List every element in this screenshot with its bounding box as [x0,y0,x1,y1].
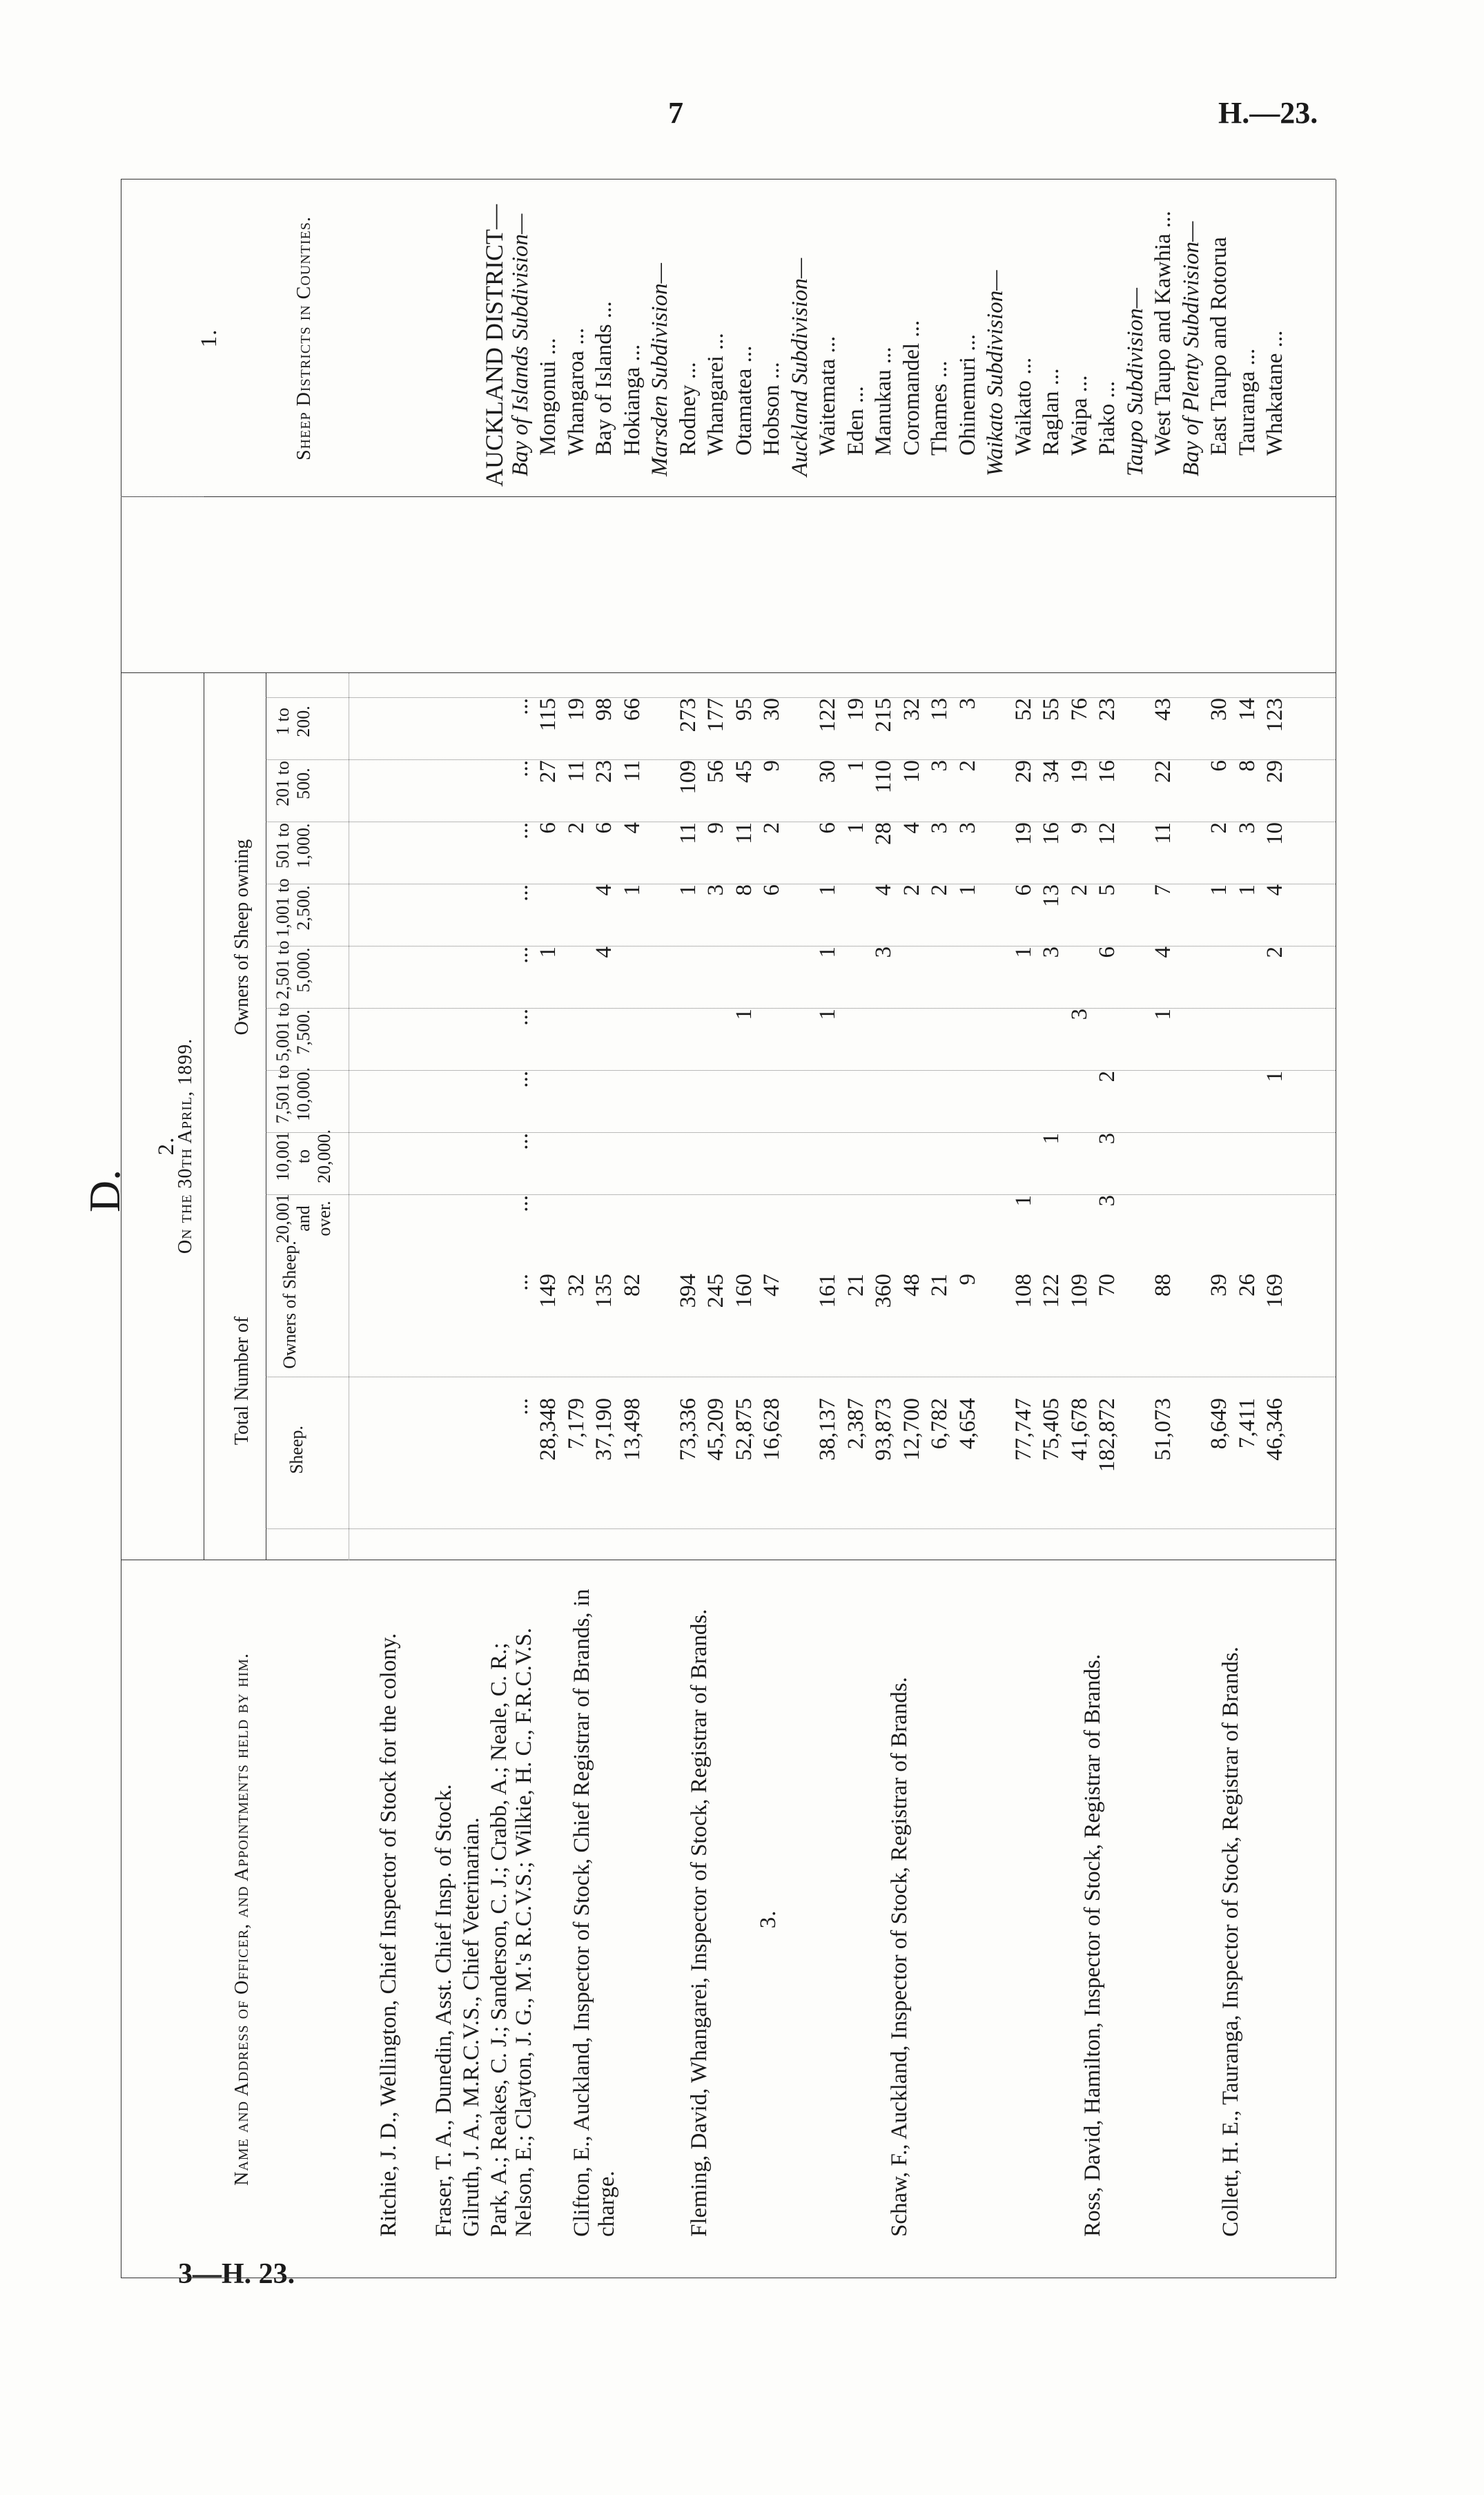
table-cell: 3 [1095,1195,1120,1207]
table-cell: 41,678 [1066,1398,1092,1461]
row-label: Piako ... [1095,380,1120,456]
table-cell: ... [507,1195,533,1212]
table-cell: 394 [675,1274,701,1308]
table-cell: 3 [871,946,896,958]
table-cell: 8 [731,884,756,896]
officer-entry: Collett, H. E., Tauranga, Inspector of Stock, Registrar of Brands. [1218,1647,1243,2237]
table-cell: 43 [1151,698,1175,721]
table-cell: 3 [703,884,728,896]
table-cell: 110 [871,760,896,794]
rotated-table [80,179,1336,2278]
table-cell: 32 [563,1274,589,1297]
row-label: Bay of Islands Subdivision— [507,213,533,476]
table-cell: 23 [1095,698,1120,721]
table-cell: 6,782 [927,1398,952,1450]
table-cell: 1 [1207,884,1231,896]
table-cell: 3 [1234,822,1260,834]
table-cell: 2 [1207,822,1231,834]
row-label: Hokianga ... [619,344,645,456]
row-label: Eden ... [843,386,868,456]
page-number: 7 [668,96,683,130]
table-cell: ... [507,760,533,777]
table-cell: 95 [731,698,756,721]
table-cell: 11 [563,760,589,782]
table-cell: 52,875 [731,1398,756,1461]
table-cell: 13 [927,698,952,721]
row-label: Marsden Subdivision— [647,263,672,476]
table-cell: 27 [536,760,560,783]
table-cell: 3 [1095,1133,1120,1145]
table-cell: 8 [1234,760,1260,772]
officer-entry: Gilruth, J. A., M.R.C.V.S., Chief Veterinarian. [459,1817,484,2237]
table-cell: 82 [619,1274,645,1297]
row-label: Auckland Subdivision— [787,258,812,476]
table-cell: 1 [843,760,868,772]
table-cell: 30 [1207,698,1231,721]
table-cell: 13,498 [619,1398,645,1461]
row-label: Rodney ... [675,362,701,456]
table-cell: 16 [1039,822,1064,845]
table-cell: 56 [703,760,728,783]
table-cell: 1 [1039,1133,1064,1145]
table-cell: 73,336 [675,1398,701,1461]
table-cell: 1 [731,1009,756,1020]
table-cell: 123 [1262,698,1287,732]
table-cell: 122 [815,698,840,732]
table-cell: 98 [592,698,616,721]
table-cell: 14 [1234,698,1260,721]
table-cell: 245 [703,1274,728,1308]
table-cell: 19 [1066,760,1092,783]
table-cell: 11 [731,822,756,844]
table-cell: 47 [759,1274,784,1297]
row-label: Raglan ... [1039,368,1064,456]
table-cell: 16,628 [759,1398,784,1461]
table-cell: 6 [536,822,560,834]
table-cell: 273 [675,698,701,732]
table-cell: ... [507,1398,533,1415]
table-cell: 2 [927,884,952,896]
table-cell: 12 [1095,822,1120,845]
table-cell: 93,873 [871,1398,896,1461]
table-cell: 9 [703,822,728,834]
table-cell: 4 [619,822,645,834]
table-cell: 3 [955,698,980,710]
officer-entry: Fleming, David, Whangarei, Inspector of Stock, Registrar of Brands. [687,1609,712,2237]
col1-title: Sheep Districts in Counties. [293,216,315,460]
table-cell: 115 [536,698,560,732]
col2-number: 2. [154,1136,179,1156]
owners-header: Owners of Sheep. [280,1241,300,1369]
table-cell: 3 [955,822,980,834]
row-label: Waipa ... [1066,375,1092,456]
row-label: East Taupo and Rotorua [1207,237,1231,456]
table-cell: 52 [1011,698,1036,721]
officer-entry: Fraser, T. A., Dunedin, Asst. Chief Insp. of Stock. [431,1784,456,2237]
table-cell: 29 [1262,760,1287,783]
table-cell: 122 [1039,1274,1064,1308]
table-cell: 77,747 [1011,1398,1036,1461]
size-header-8: 10,001 to 20,000. [273,1129,334,1183]
table-cell: 6 [815,822,840,834]
table-cell: 6 [1095,946,1120,958]
table-cell: 6 [592,822,616,834]
table-cell: 22 [1151,760,1175,783]
col3-title: Name and Address of Officer, and Appointments held by him. [231,1653,253,2186]
table-cell: 48 [899,1274,924,1297]
table-cell: 1 [1234,884,1260,896]
sheet-identifier: 3—H. 23. [178,2258,295,2290]
table-cell: 1 [1151,1009,1175,1020]
officer-entry: Ritchie, J. D., Wellington, Chief Inspector of Stock for the colony. [376,1633,401,2237]
size-header-7: 7,501 to 10,000. [273,1065,313,1124]
row-label: West Taupo and Kawhia ... [1151,211,1175,456]
owners-group-header: Owners of Sheep owning [231,839,253,1036]
table-cell: 19 [563,698,589,721]
row-label: Mongonui ... [536,338,560,456]
table-cell: 4 [592,946,616,958]
table-cell: 1 [536,946,560,958]
table-cell: 2 [563,822,589,834]
table-cell: 12,700 [899,1398,924,1461]
table-cell: 21 [927,1274,952,1297]
table-cell: ... [507,884,533,902]
row-label: Thames ... [927,360,952,456]
table-cell: 177 [703,698,728,732]
table-cell: 28 [871,822,896,845]
table-cell: 45 [731,760,756,783]
table-cell: 11 [619,760,645,782]
table-cell: 88 [1151,1274,1175,1297]
table-cell: 8,649 [1207,1398,1231,1450]
table-cell: 2 [1262,946,1287,958]
table-cell: 10 [1262,822,1287,845]
table-cell: 46,346 [1262,1398,1287,1461]
table-cell: 11 [675,822,701,844]
table-cell: 34 [1039,760,1064,783]
table-cell: 6 [1011,884,1036,896]
table-cell: 51,073 [1151,1398,1175,1461]
table-cell: 10 [899,760,924,783]
table-cell: 2 [1095,1071,1120,1083]
table-cell: ... [507,1009,533,1026]
table-cell: 169 [1262,1274,1287,1308]
table-cell: 4,654 [955,1398,980,1450]
table-cell: 29 [1011,760,1036,783]
table-cell: 7 [1151,884,1175,896]
col3-number: 3. [756,1910,781,1929]
table-cell: 1 [1262,1071,1287,1083]
table-cell: 109 [1066,1274,1092,1308]
table-cell: 4 [592,884,616,896]
table-cell: 1 [815,1009,840,1020]
table-cell: 149 [536,1274,560,1308]
row-label: Waikato Subdivision— [983,270,1008,476]
document-reference: H.—23. [1218,96,1318,130]
table-cell: ... [507,1071,533,1088]
table-cell: 7,411 [1234,1398,1260,1449]
table-cell: 108 [1011,1274,1036,1308]
size-header-5: 2,501 to 5,000. [273,940,313,1000]
table-cell: 30 [815,760,840,783]
table-cell: 11 [1151,822,1175,844]
table-cell: 75,405 [1039,1398,1064,1461]
row-label: Bay of Islands ... [592,301,616,456]
table-cell: 21 [843,1274,868,1297]
table-cell: 3 [1039,946,1064,958]
table-cell: 3 [927,760,952,772]
table-cell: 4 [871,884,896,896]
table-cell: 3 [927,822,952,834]
table-cell: 2 [899,884,924,896]
row-label: Hobson ... [759,362,784,456]
table-cell: 9 [759,760,784,772]
table-cell: 66 [619,698,645,721]
size-header-3: 501 to 1,000. [273,823,313,868]
officer-entry: Ross, David, Hamilton, Inspector of Stock, Registrar of Brands. [1080,1653,1105,2237]
table-cell: 6 [759,884,784,896]
table-cell: 16 [1095,760,1120,783]
table-cell: 13 [1039,884,1064,907]
table-cell: 9 [1066,822,1092,834]
table-cell: 2 [1066,884,1092,896]
table-cell: 30 [759,698,784,721]
row-label: Bay of Plenty Subdivision— [1178,221,1204,476]
table-cell: 2,387 [843,1398,868,1450]
table-cell: 182,872 [1095,1398,1120,1473]
size-header-9: 20,001 and over. [273,1194,334,1243]
officer-entry: Park, A.; Reakes, C. J.; Sanderson, C. J.; Crabb, A.; Neale, C. R.; Nelson, E.; Clayton, J. G., M.'s R.C.V.S.; Wilkie, H. C., F.R.C.V.S. [487,1627,536,2237]
table-cell: ... [507,1133,533,1150]
table-cell: 3 [1066,1009,1092,1020]
table-cell: 109 [675,760,701,795]
table-cell: 55 [1039,698,1064,721]
table-cell: 70 [1095,1274,1120,1297]
table-cell: 2 [759,822,784,834]
sheep-header: Sheep. [286,1425,306,1475]
row-label: Whakatane ... [1262,330,1287,456]
table-cell: 28,348 [536,1398,560,1461]
size-header-2: 201 to 500. [273,761,313,806]
col1-number: 1. [197,329,222,348]
officer-entry: Clifton, E., Auckland, Inspector of Stock, Chief Registrar of Brands, in charge. [569,1589,619,2237]
table-cell: 7,179 [563,1398,589,1450]
table-cell: 1 [815,946,840,958]
row-label: Ohinemuri ... [955,334,980,456]
table-cell: 6 [1207,760,1231,772]
row-label: Manukau ... [871,347,896,456]
table-cell: 19 [1011,822,1036,845]
size-header-1: 1 to 200. [273,706,313,737]
table-cell: 38,137 [815,1398,840,1461]
col2-title: On the 30th April, 1899. [175,1038,196,1254]
table-cell: 360 [871,1274,896,1308]
table-cell: 9 [955,1274,980,1285]
table-cell: 215 [871,698,896,732]
table-cell: 4 [1151,946,1175,958]
row-label: Tauranga ... [1234,348,1260,456]
table-cell: 161 [815,1274,840,1308]
table-cell: 45,209 [703,1398,728,1461]
row-label: AUCKLAND DISTRICT— [480,204,508,487]
row-label: Taupo Subdivision— [1122,288,1148,476]
table-cell: 1 [1011,1195,1036,1207]
table-cell: 37,190 [592,1398,616,1461]
table-cell: 1 [1011,946,1036,958]
table-cell: 76 [1066,698,1092,721]
size-header-4: 1,001 to 2,500. [273,878,313,938]
row-label: Coromandel ... [899,320,924,456]
table-letter: D. [80,1169,129,1213]
table-cell: 26 [1234,1274,1260,1297]
row-label: Otamatea ... [731,345,756,456]
table-cell: 135 [592,1274,616,1308]
table-cell: ... [507,946,533,964]
table-cell: 2 [955,760,980,772]
table-cell: ... [507,822,533,839]
table-cell: ... [507,698,533,715]
table-cell: 160 [731,1274,756,1308]
table-cell: ... [507,1274,533,1291]
table-cell: 1 [619,884,645,896]
table-cell: 19 [843,698,868,721]
officer-entry: Schaw, F., Auckland, Inspector of Stock, Registrar of Brands. [887,1677,912,2237]
row-label: Whangaroa ... [563,327,589,456]
row-label: Whangarei ... [703,333,728,456]
table-cell: 39 [1207,1274,1231,1297]
row-label: Waikato ... [1011,357,1036,456]
total-group-header: Total Number of [231,1316,253,1446]
table-cell: 23 [592,760,616,783]
size-header-6: 5,001 to 7,500. [273,1002,313,1062]
table-cell: 1 [843,822,868,834]
table-cell: 1 [815,884,840,896]
table-cell: 1 [675,884,701,896]
table-cell: 1 [955,884,980,896]
table-cell: 4 [1262,884,1287,896]
table-cell: 5 [1095,884,1120,896]
table-cell: 4 [899,822,924,834]
table-cell: 32 [899,698,924,721]
row-label: Waitemata ... [815,336,840,456]
